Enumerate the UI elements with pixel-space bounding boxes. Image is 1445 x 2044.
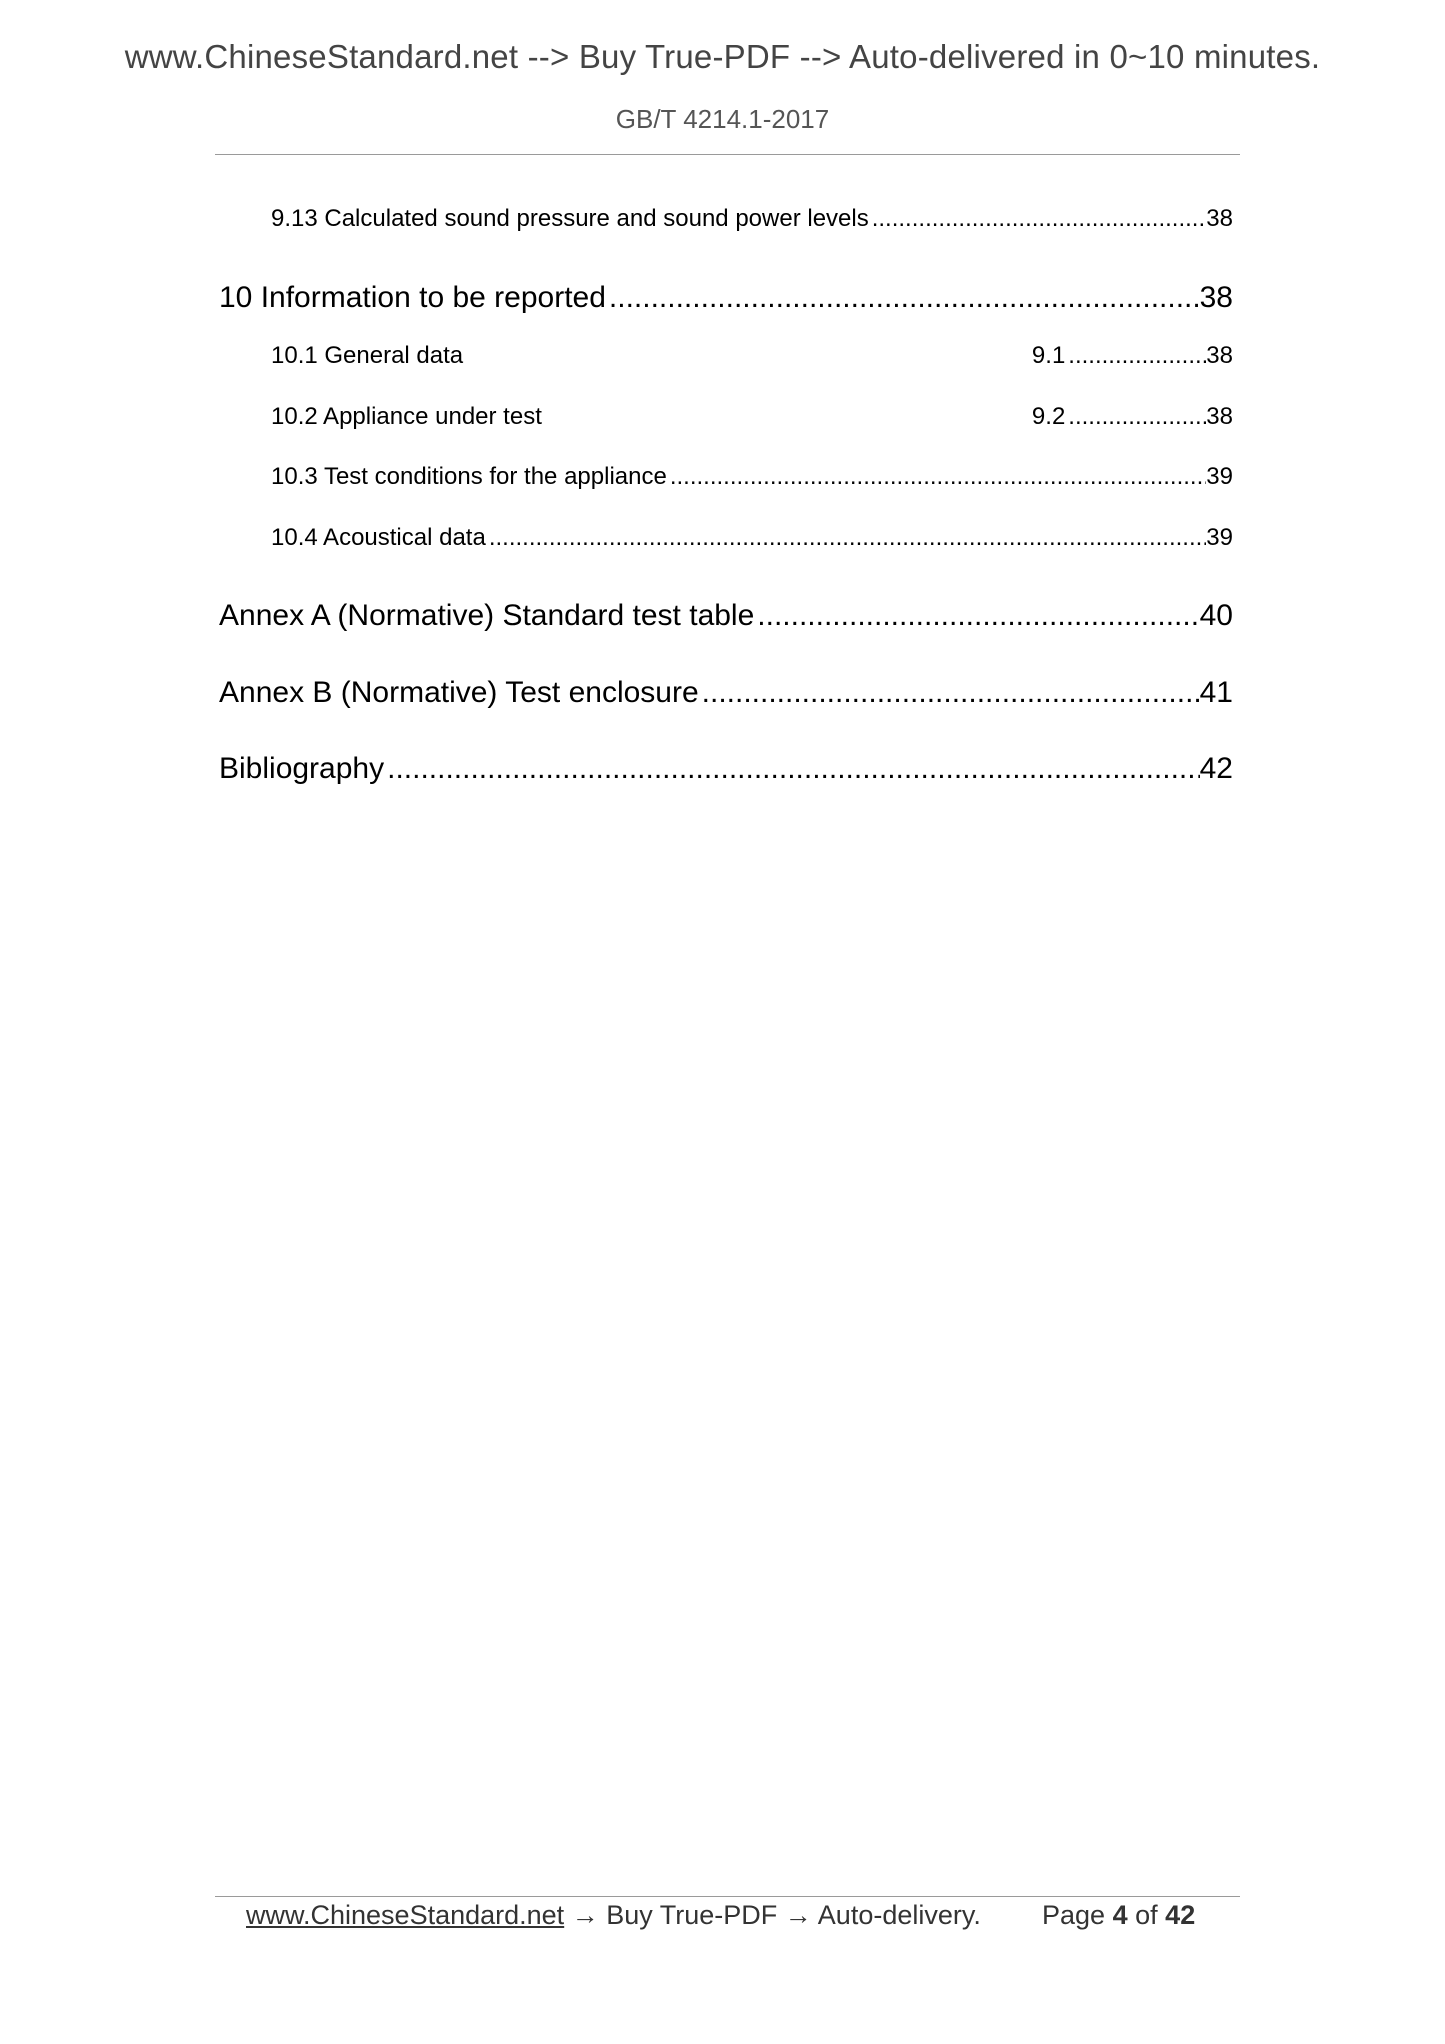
toc-entry-page: 39	[1206, 524, 1233, 551]
toc-entry-ref: 9.2	[1031, 403, 1066, 430]
standard-code: GB/T 4214.1-2017	[615, 104, 830, 134]
toc-entry-page: 38	[1206, 403, 1233, 430]
toc-leader	[1065, 403, 1206, 431]
toc-entry[interactable]	[271, 205, 1233, 233]
toc-entry[interactable]	[219, 599, 1233, 633]
page-counter	[1042, 1900, 1195, 1931]
toc-leader	[384, 752, 1200, 786]
page-label: Page	[1042, 1900, 1106, 1930]
toc-entry-page: 41	[1199, 676, 1233, 709]
delivery-text: Auto-delivery.	[817, 1900, 981, 1930]
toc-entry[interactable]	[219, 752, 1233, 786]
toc-entry[interactable]	[271, 463, 1233, 491]
toc-leader	[754, 599, 1199, 633]
toc-entry-title: 10.1 General data	[271, 342, 464, 369]
toc-leader	[699, 676, 1200, 710]
toc-entry[interactable]	[219, 281, 1233, 315]
page-current: 4	[1112, 1900, 1128, 1930]
toc-entry-page: 38	[1206, 342, 1233, 369]
toc-entry-title: 10.4 Acoustical data	[271, 524, 486, 551]
page-total: 42	[1165, 1900, 1196, 1930]
toc-entry-page: 40	[1199, 599, 1233, 632]
toc-leader	[606, 281, 1200, 315]
toc-entry-page: 38	[1199, 281, 1233, 314]
footer-divider	[215, 1896, 1240, 1897]
toc-entry-page: 42	[1199, 752, 1233, 785]
toc-entry-title: 10.3 Test conditions for the appliance	[271, 463, 667, 490]
toc-entry-title: Annex B (Normative) Test enclosure	[219, 676, 699, 709]
arrow-icon: →	[784, 1900, 812, 1930]
toc-entry-title: 10 Information to be reported	[219, 281, 606, 314]
toc-entry[interactable]	[271, 403, 1233, 431]
of-label: of	[1135, 1900, 1158, 1930]
footer-promo	[246, 1900, 981, 1931]
toc-entry-title: 10.2 Appliance under test	[271, 403, 542, 430]
site-link[interactable]: www.ChineseStandard.net	[246, 1900, 565, 1930]
toc-entry-page: 39	[1206, 463, 1233, 490]
toc-entry[interactable]	[271, 342, 1233, 370]
toc-entry-page: 38	[1206, 205, 1233, 232]
buy-text: Buy True-PDF	[606, 1900, 778, 1930]
toc-entry-title: 9.13 Calculated sound pressure and sound power levels	[271, 205, 869, 232]
toc-entry-title: Annex A (Normative) Standard test table	[219, 599, 755, 632]
toc-leader	[1065, 342, 1206, 370]
toc-leader	[667, 463, 1206, 491]
arrow-icon: →	[571, 1900, 599, 1930]
toc-leader	[486, 524, 1206, 552]
header-divider	[215, 154, 1240, 155]
toc-entry[interactable]	[271, 524, 1233, 552]
site-banner: www.ChineseStandard.net --> Buy True-PDF --> Auto-delivered in 0~10 minutes.	[124, 38, 1321, 75]
toc-entry-title: Bibliography	[219, 752, 385, 785]
toc-entry-ref: 9.1	[1031, 342, 1066, 369]
toc-entry[interactable]	[219, 676, 1233, 710]
toc-leader	[869, 205, 1207, 233]
